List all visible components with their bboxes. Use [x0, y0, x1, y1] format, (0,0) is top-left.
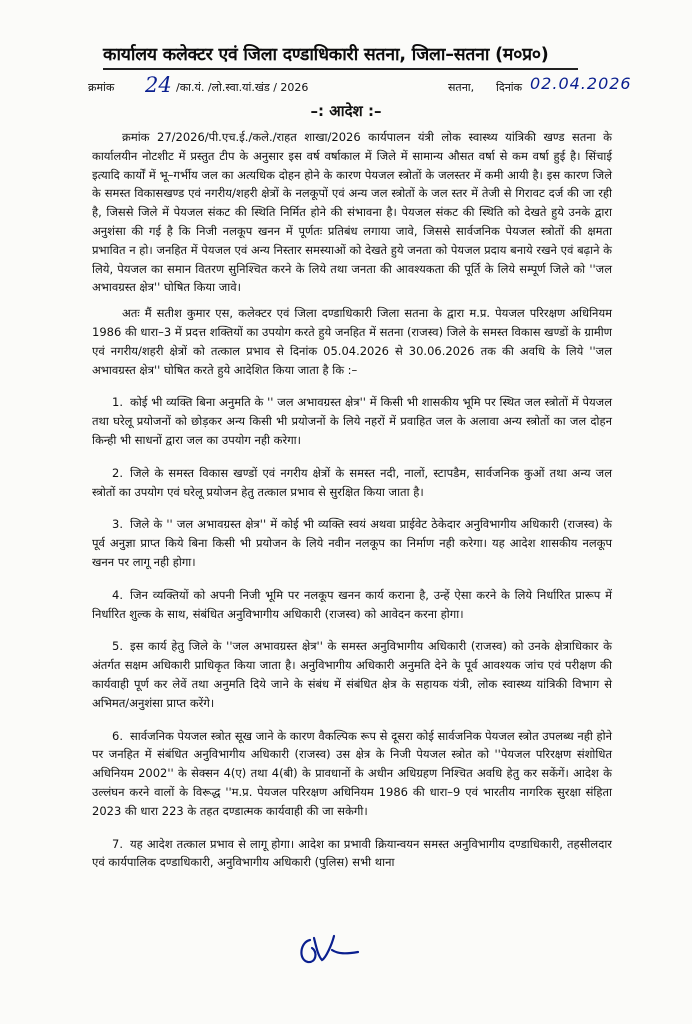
reference-label: क्रमांक: [88, 81, 115, 94]
office-title: कार्यालय कलेक्टर एवं जिला दण्डाधिकारी सतना, जिला–सतना (म०प्र०): [103, 45, 549, 65]
order-body: [92, 128, 612, 872]
order-item-3: [92, 515, 612, 571]
title-underline: [103, 68, 578, 70]
item-text: जिन व्यक्तियों को अपनी निजी भूमि पर नलकूप खनन कार्य कराना है, उन्हें ऐसा करने के लिये निर्धारित प्रारूप में निर्धारित शुल्क के साथ, संबंधित अनुविभागीय अधिकारी (राजस्व) को आवेदन करना होगा।: [92, 587, 612, 621]
reference-line: [88, 73, 688, 100]
item-text: जिले के समस्त विकास खण्डों एवं नगरीय क्षेत्रों के समस्त नदी, नालों, स्टापडैम, सार्वजनिक कुओं तथा अन्य जल स्त्रोतों का उपयोग एवं घरेलू प्रयोजन हेतु तत्काल प्रभाव से सुरक्षित किया जाता है।: [92, 465, 612, 499]
signature: [292, 930, 364, 970]
order-title: –: आदेश :–: [310, 102, 382, 120]
item-text: जिले के '' जल अभावग्रस्त क्षेत्र'' में कोई भी व्यक्ति स्वयं अथवा प्राईवेट ठेकेदार अनुविभागीय अधिकारी (राजस्व) के पूर्व अनुज्ञा प्राप्त किये बिना किसी भी प्रयोजन के लिये नवीन नलकूप का निर्माण नही करेगा। यह आदेश शासकीय नलकूप खनन पर लागू नही होगा।: [92, 517, 612, 569]
item-number: 3.: [112, 517, 123, 532]
reference-number: 24: [145, 73, 172, 97]
item-number: 7.: [112, 836, 123, 851]
order-item-1: [92, 393, 612, 449]
date-value: 02.04.2026: [530, 74, 632, 93]
item-number: 1.: [112, 395, 123, 410]
item-number: 4.: [112, 587, 123, 602]
declaration-paragraph: अतः मैं सतीश कुमार एस, कलेक्टर एवं जिला दण्डाधिकारी जिला सतना के द्वारा म.प्र. पेयजल परिरक्षण अधिनियम 1986 की धारा–3 में प्रदत्त शक्तियों का उपयोग करते हुये जनहित में सतना (राजस्व) जिले के समस्त विकास खण्डों के ग्रामीण एवं नगरीय/शहरी क्षेत्रों को तत्काल प्रभाव से दिनांक 05.04.2026 से 30.06.2026 तक की अवधि के लिये ''जल अभावग्रस्त क्षेत्र'' घोषित करते हुये आदेशित किया जाता है कि :–: [92, 306, 612, 377]
intro-paragraph: क्रमांक 27/2026/पी.एच.ई./कले./राहत शाखा/2026 कार्यपालन यंत्री लोक स्वास्थ्य यांत्रिकी खण्ड सतना के कार्यालयीन नोटशीट में प्रस्तुत टीप के अनुसार इस वर्ष वर्षाकाल में जिले में सामान्य औसत वर्षा से कम वर्षा हुई है। सिंचाई इत्यादि कार्यों में भू–गर्भीय जल का अत्यधिक दोहन होने के कारण पेयजल स्त्रोतों के जलस्तर में कमी आयी है। इस कारण जिले के समस्त विकासखण्ड एवं नगरीय/शहरी क्षेत्रों के नलकूपों एवं अन्य जल स्त्रोतों के जल स्तर में तेजी से गिरावट दर्ज की जा रही है, जिससे जिले में पेयजल संकट की स्थिति निर्मित होने की संभावना है। पेयजल संकट की स्थिति को देखते हुये उनके द्वारा अनुशंसा की गई है कि निजी नलकूप खनन में पूर्णतः प्रतिबंध लगाया जावे, जिससे सार्वजनिक पेयजल स्त्रोतों की क्षमता प्रभावित न हो। जनहित में पेयजल एवं अन्य निस्तार समस्याओं को देखते हुये जनता को पेयजल प्रदाय बनाये रखने एवं बढ़ाने के लिये, पेयजल का समान वितरण सुनिश्चित करने के लिये तथा जनता की आवश्यकता की पूर्ति के लिये सम्पूर्ण जिले को ''जल अभावग्रस्त क्षेत्र'' घोषित किया जावे।: [92, 130, 612, 295]
order-item-6: [92, 727, 612, 821]
order-item-4: [92, 586, 612, 624]
item-text: इस कार्य हेतु जिले के ''जल अभावग्रस्त क्षेत्र'' के समस्त अनुविभागीय अधिकारी (राजस्व) को उनके क्षेत्राधिकार के अंतर्गत सक्षम अधिकारी प्राधिकृत किया जाता है। अनुविभागीय अधिकारी अनुमति देने के पूर्व आवश्यक जांच एवं परीक्षण की कार्यवाही पूर्ण कर लेवें तथा अनुमति दिये जाने के संबंध में संबंधित क्षेत्र के सहायक यंत्री, लोक स्वास्थ्य यांत्रिकी विभाग से अभिमत/अनुशंसा प्राप्त करेंगे।: [92, 639, 612, 710]
item-number: 5.: [112, 639, 123, 654]
order-item-2: [92, 464, 612, 502]
place-name: सतना,: [448, 81, 475, 94]
order-item-5: [92, 637, 612, 712]
item-number: 2.: [112, 465, 123, 480]
reference-suffix: /का.यं. /लो.स्वा.यां.खंड / 2026: [176, 81, 309, 94]
item-text: कोई भी व्यक्ति बिना अनुमति के '' जल अभावग्रस्त क्षेत्र'' में किसी भी शासकीय भूमि पर स्थित जल स्त्रोतों में पेयजल तथा घरेलू प्रयोजनों को छोड़कर अन्य किसी भी प्रयोजनों के लिये नहरों में प्रवाहित जल के अलावा अन्य स्त्रोतों का जल दोहन किन्ही भी साधनों द्वारा जल का उपयोग नही करेगा।: [92, 395, 612, 447]
item-number: 6.: [112, 728, 123, 743]
item-text: यह आदेश तत्काल प्रभाव से लागू होगा। आदेश का प्रभावी क्रियान्वयन समस्त अनुविभागीय दण्डाधिकारी, तहसीलदार एवं कार्यपालिक दण्डाधिकारी, अनुविभागीय अधिकारी (पुलिस) सभी थाना: [92, 836, 612, 870]
item-text: सार्वजनिक पेयजल स्त्रोत सूख जाने के कारण वैकल्पिक रूप से दूसरा कोई सार्वजनिक पेयजल स्त्रोत उपलब्ध नही होने पर जनहित में संबंधित अनुविभागीय अधिकारी (राजस्व) उस क्षेत्र के निजी पेयजल स्त्रोत को ''पेयजल परिरक्षण संशोधित अधिनियम 2002'' के सेक्सन 4(ए) तथा 4(बी) के प्रावधानों के अधीन अधिग्रहण निश्चित अवधि हेतु कर सकेंगें। आदेश के उल्लंघन करने वालों के विरूद्ध ''म.प्र. पेयजल परिरक्षण अधिनियम 1986 की धारा–9 एवं भारतीय नागरिक सुरक्षा संहिता 2023 की धारा 223 के तहत दण्डात्मक कार्यवाही की जा सकेगी।: [92, 728, 612, 818]
date-label: दिनांक: [496, 81, 523, 94]
order-item-7: [92, 835, 612, 873]
